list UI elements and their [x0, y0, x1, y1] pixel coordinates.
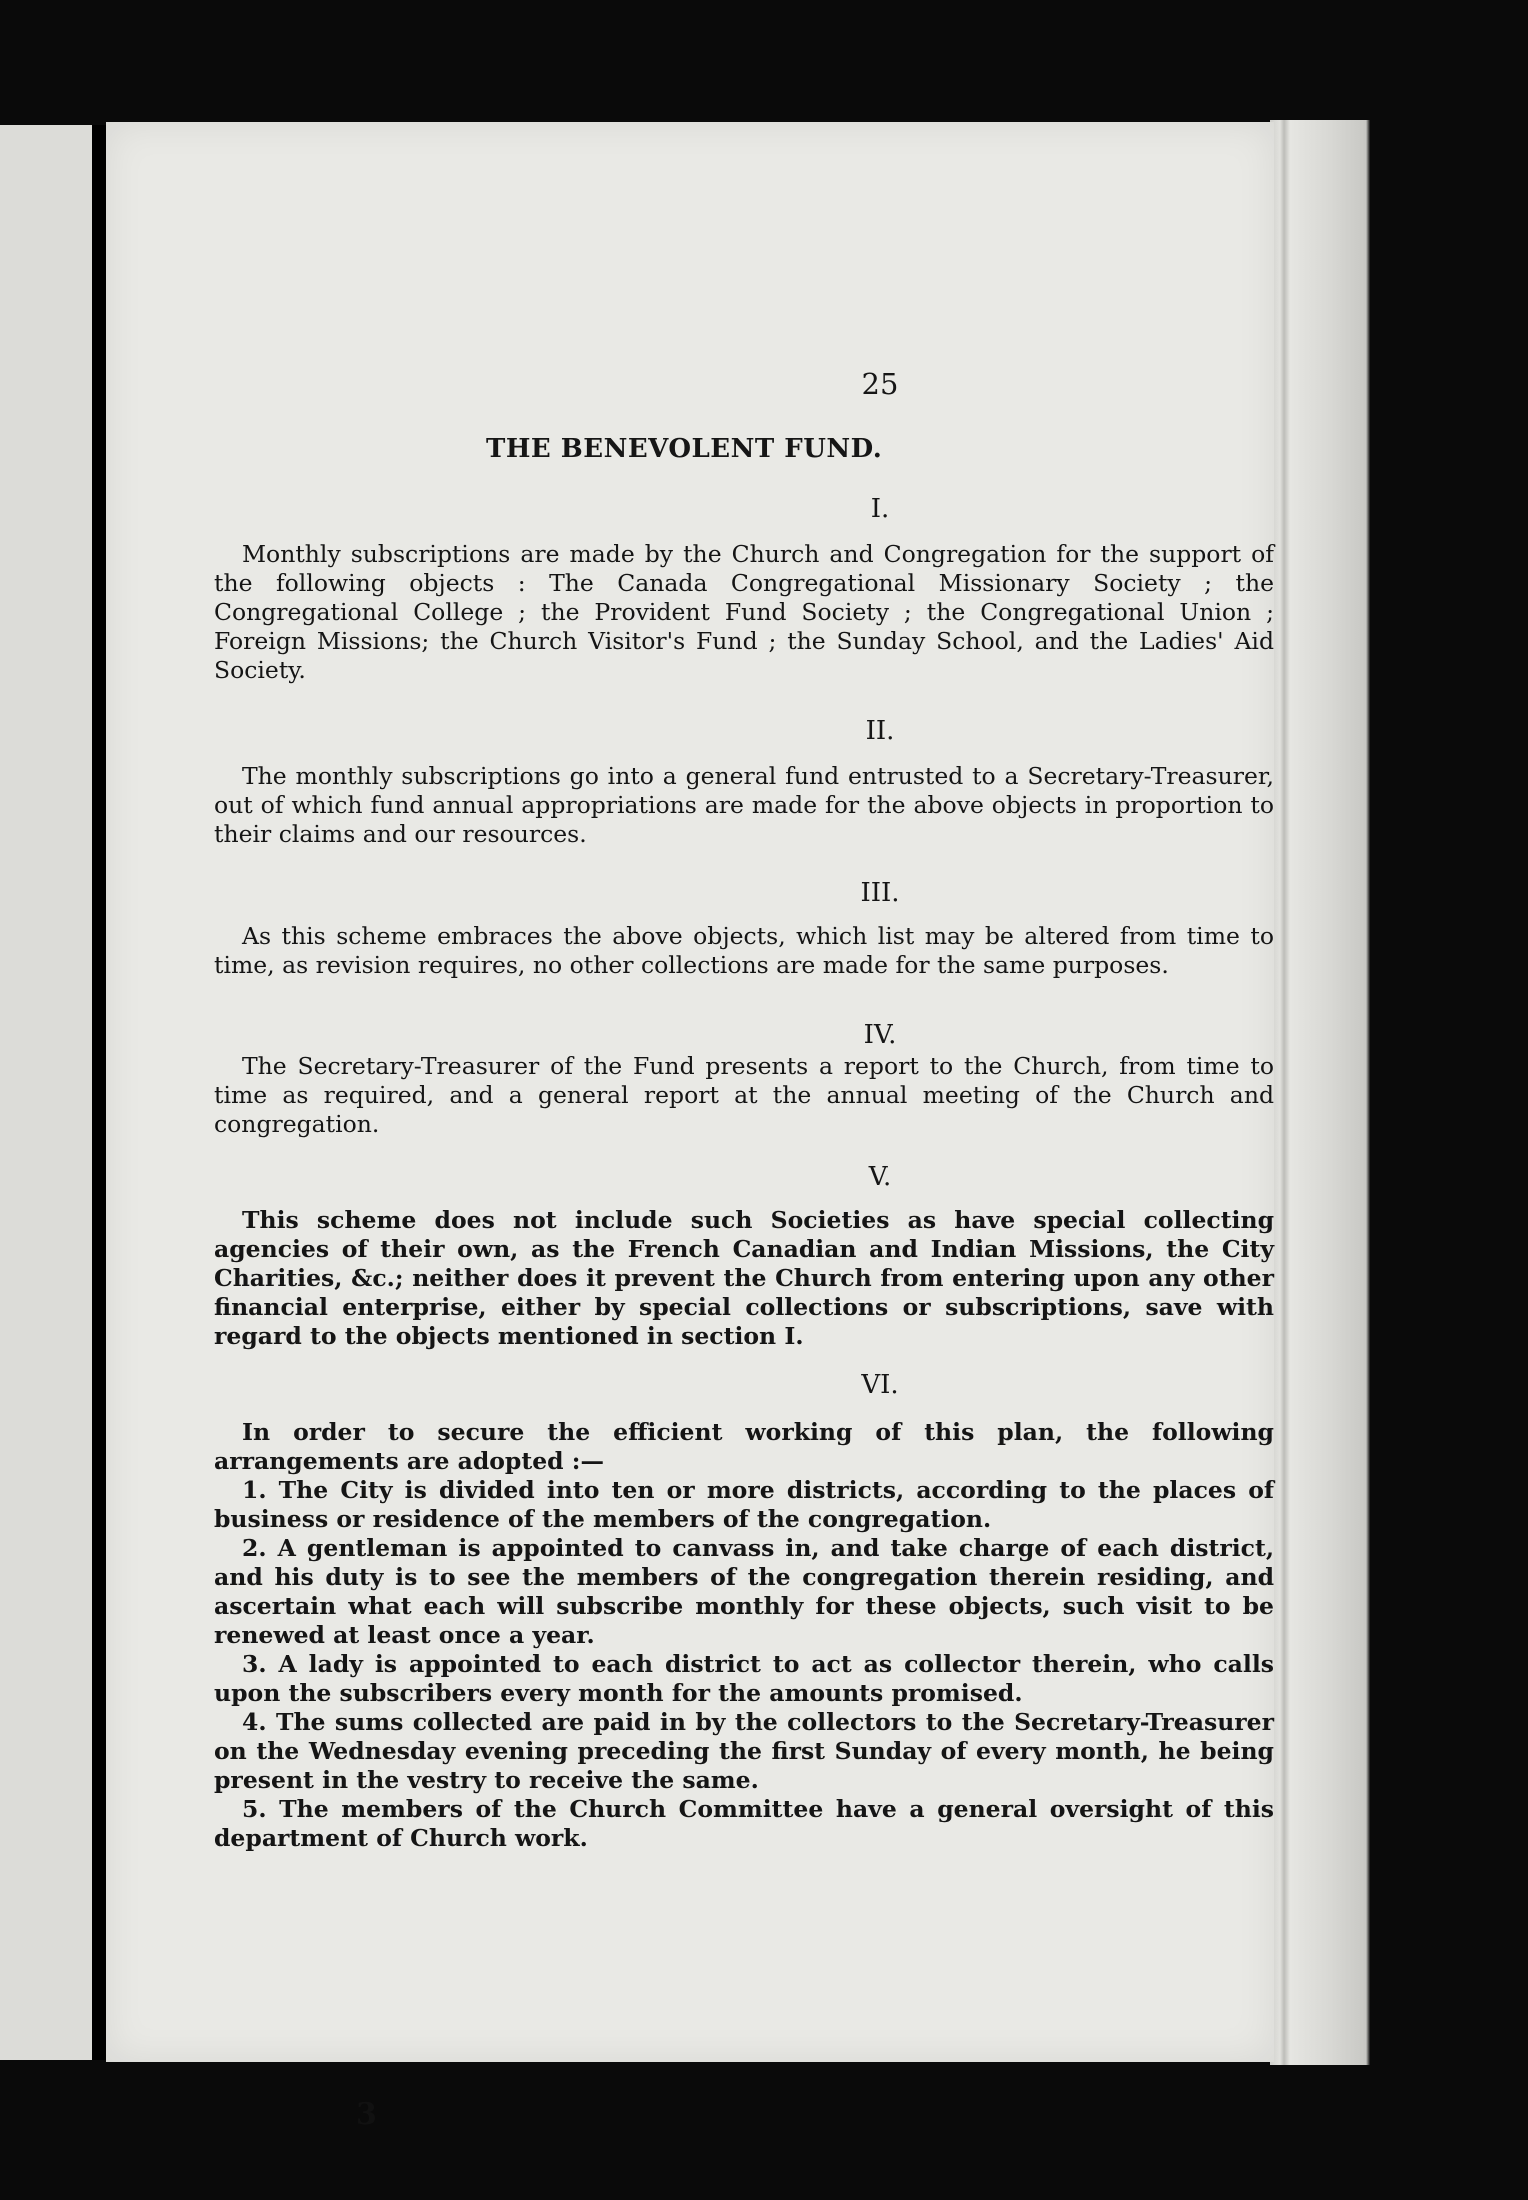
- list-item: 1. The City is divided into ten or more districts, according to the places of business or residence of the members of the congregation.: [214, 1476, 1274, 1533]
- section-paragraph: [214, 922, 1274, 980]
- section-numeral: VI.: [861, 1370, 899, 1400]
- section-paragraph: [214, 762, 1274, 849]
- signature-mark: 3: [356, 2097, 377, 2132]
- section-paragraph: [214, 1206, 1274, 1351]
- list-item: 2. A gentleman is appointed to canvass in, and take charge of each district, and his duty is to see the members of the congregation therein residing, and ascertain what each will subscribe monthly for these objects, such visit to be renewed at least once a year.: [214, 1534, 1274, 1649]
- section-numeral: III.: [860, 878, 900, 908]
- section-numeral: IV.: [863, 1020, 897, 1050]
- list-intro: In order to secure the efficient working of this plan, the following arrangements are adopted :—: [214, 1418, 1274, 1475]
- section-paragraph: [214, 540, 1274, 685]
- paragraph-text: The Secretary-Treasurer of the Fund presents a report to the Church, from time to time as required, and a general report at the annual meeting of the Church and congregation.: [214, 1052, 1274, 1138]
- section-paragraph: [214, 1052, 1274, 1139]
- page-gutter: [92, 125, 106, 2060]
- document-page: [106, 122, 1274, 2132]
- section-list: [214, 1418, 1274, 1853]
- page-number: 25: [861, 367, 899, 401]
- section-numeral: II.: [865, 716, 895, 746]
- paragraph-text: This scheme does not include such Societies as have special collecting agencies of their own, as the French Canadian and Indian Missions, the City Charities, &c.; neither does it prevent the Church from entering upon any other financial enterprise, either by special collections or subscriptions, save with regard to the objects mentioned in section I.: [214, 1206, 1274, 1350]
- list-item: 3. A lady is appointed to each district to act as collector therein, who calls upon the subscribers every month for the amounts promised.: [214, 1650, 1274, 1707]
- list-item: 4. The sums collected are paid in by the collectors to the Secretary-Treasurer on the Wednesday evening preceding the first Sunday of every month, he being present in the vestry to receive the same.: [214, 1708, 1274, 1794]
- paragraph-text: The monthly subscriptions go into a general fund entrusted to a Secretary-Treasurer, out of which fund annual appropriations are made for the above objects in proportion to their claims and our resources.: [214, 762, 1274, 848]
- section-numeral: V.: [868, 1162, 892, 1192]
- page-stack-edges: [1270, 120, 1370, 2065]
- page-title: THE BENEVOLENT FUND.: [486, 434, 883, 464]
- list-item: 5. The members of the Church Committee have a general oversight of this department of Church work.: [214, 1795, 1274, 1852]
- paragraph-text: As this scheme embraces the above objects, which list may be altered from time to time, as revision requires, no other collections are made for the same purposes.: [214, 922, 1274, 979]
- facing-page-edge: [0, 125, 92, 2060]
- section-numeral: I.: [870, 494, 890, 524]
- paragraph-text: Monthly subscriptions are made by the Church and Congregation for the support of the following objects : The Canada Congregational Missionary Society ; the Congregational College ; the Provident Fund Society ; the Congregational Union ; Foreign Missions; the Church Visitor's Fund ; the Sunday School, and the Ladies' Aid Society.: [214, 540, 1274, 684]
